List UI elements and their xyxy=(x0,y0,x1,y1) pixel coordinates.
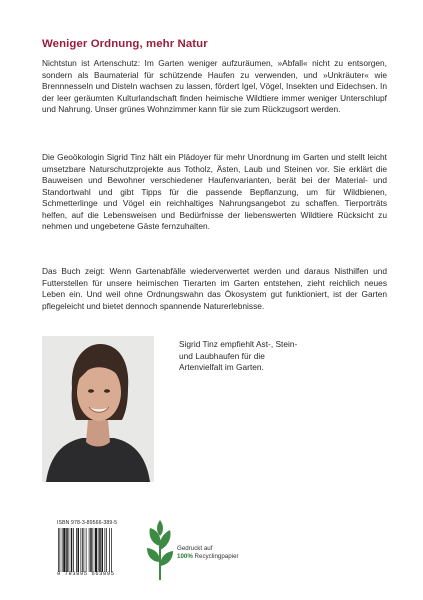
blurb-heading: Weniger Ordnung, mehr Natur xyxy=(42,38,208,50)
barcode-bar xyxy=(81,528,82,572)
barcode-bar xyxy=(86,528,87,572)
barcode-bar xyxy=(95,528,97,572)
barcode-bar xyxy=(60,528,61,572)
barcode-bar xyxy=(66,528,68,572)
eco-label-paper: Recyclingpapier xyxy=(192,553,239,560)
isbn-number: ISBN 978-3-89566-389-5 xyxy=(57,520,118,526)
barcode-bar xyxy=(109,528,110,572)
plant-sprout-icon xyxy=(142,516,178,582)
barcode-bar xyxy=(106,528,107,572)
isbn-barcode-block xyxy=(57,520,139,577)
author-portrait xyxy=(42,336,154,482)
recycling-paper-label xyxy=(142,516,282,582)
barcode-bar xyxy=(105,528,106,572)
barcode-bar xyxy=(84,528,85,572)
barcode-bar xyxy=(99,528,101,572)
blurb-paragraph-2: Die Geoökologin Sigrid Tinz hält ein Plädoyer für mehr Unordnung im Garten und stellt leicht umsetzbare Naturschutzprojekte aus Totholz, Ästen, Laub und Steinen vor. Sie erklärt die Bauweisen und Bewohner verschiedener Haufenvarianten, berät bei der Material- und Standortwahl und gibt Tipps für die passende Bepflanzung, um für Wildbienen, Schmetterlinge und Vögel ein reichhaltiges Nahrungsangebot zu schaffen. Tierporträts helfen, auf die Lebensweisen und Bedürfnisse der liebenswerten Wildtiere Rücksicht zu nehmen und ungebetene Gäste fernzuhalten. xyxy=(42,152,387,231)
barcode-bar xyxy=(98,528,99,572)
barcode-bar xyxy=(93,528,94,572)
barcode-bar xyxy=(82,528,83,572)
barcode-bar xyxy=(58,528,59,572)
portrait-caption: Sigrid Tinz empfiehlt Ast-, Stein- und Laubhaufen für die Artenvielfalt im Garten. xyxy=(179,339,298,372)
blurb-paragraph-3: Das Buch zeigt: Wenn Gartenabfälle wiederverwertet werden und daraus Nisthilfen und Futterstellen für unsere heimischen Tierarten im Garten entstehen, zieht reichlich neues Leben ein. Und weil ohne Ordnungswahn das Ökosystem gut funktioniert, ist der Garten pflegeleicht und bietet dennoch spannende Naturerlebnisse. xyxy=(42,266,387,311)
barcode-bar xyxy=(71,528,73,572)
barcode-bar xyxy=(90,528,92,572)
barcode-bar xyxy=(111,528,112,572)
barcode-bar xyxy=(73,528,74,572)
barcode-bar xyxy=(78,528,80,572)
barcode-bar xyxy=(63,528,65,572)
eco-label-line-2 xyxy=(177,553,239,560)
barcode-bar xyxy=(76,528,77,572)
barcode-bar xyxy=(89,528,90,572)
eco-label-line-1: Gedruckt auf xyxy=(177,545,213,552)
blurb-paragraph-1: Nichtstun ist Artenschutz: Im Garten weniger aufzuräumen, »Abfall« nicht zu entsorgen, sondern als Baumaterial für schützende Haufen zu verwenden, und »Unkräuter« wie Brennnesseln und Disteln wachsen zu lassen, fördert Igel, Vögel, Insekten und Eidechsen. In der leer geräumten Kulturlandschaft finden heimische Wildtiere immer weniger Unterschlupf und Nahrung. Unser grünes Wohnzimmer kann für sie zum Rückzugsort werden. xyxy=(42,58,387,114)
barcode-bar xyxy=(69,528,70,572)
barcode-bar xyxy=(102,528,104,572)
barcode xyxy=(57,528,139,572)
barcode-bar xyxy=(62,528,63,572)
eco-label-percent: 100% xyxy=(177,553,193,560)
barcode-digits: 9 783895 663895 xyxy=(57,571,115,577)
